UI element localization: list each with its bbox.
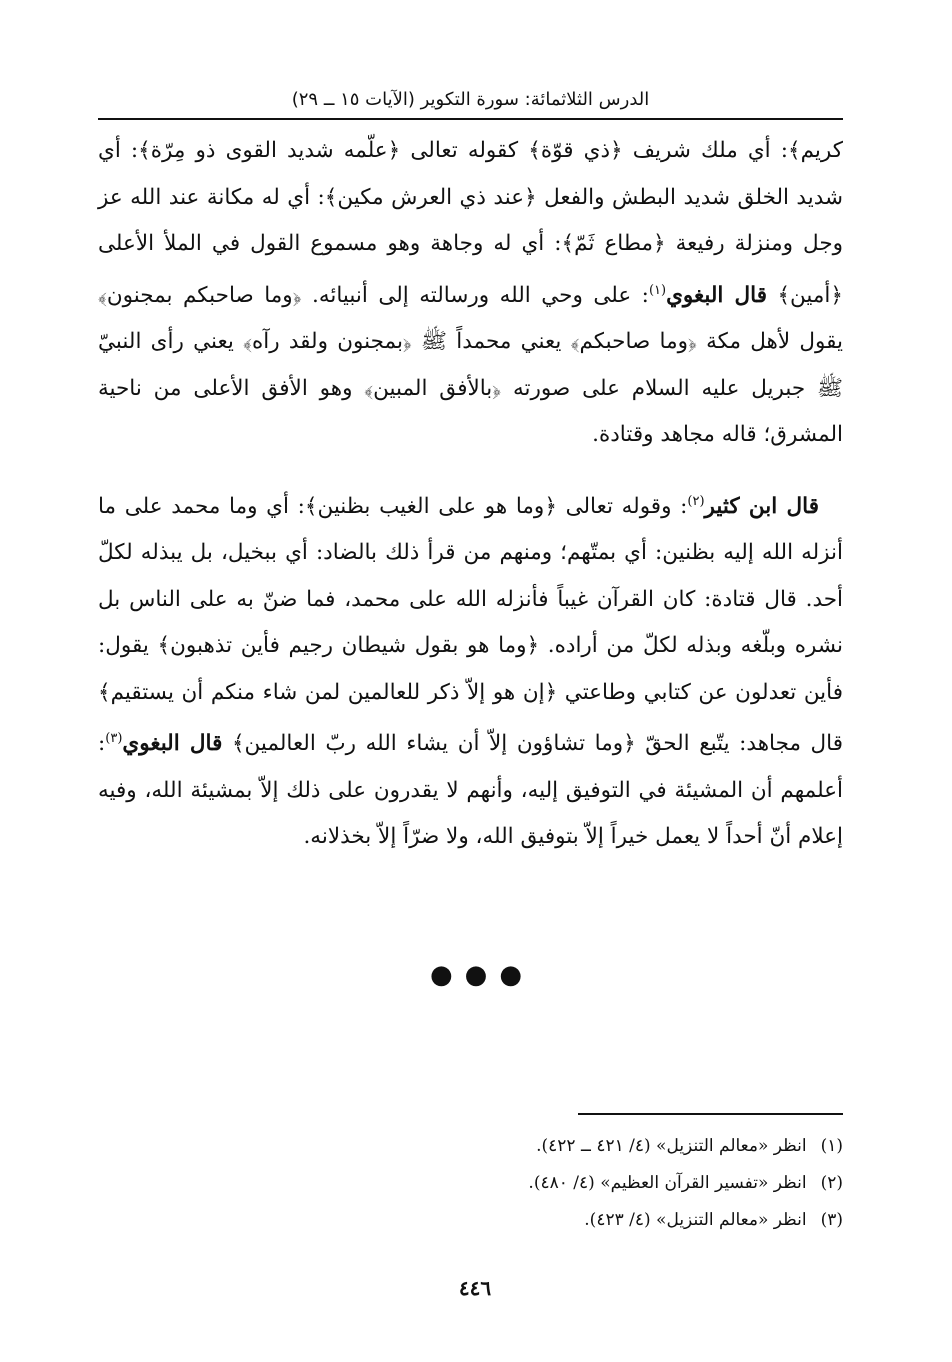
footnote-number: (١) — [820, 1136, 843, 1156]
footnote-2 — [400, 1165, 843, 1202]
paragraph-2 — [98, 479, 843, 861]
running-header: الدرس الثلاثمائة: سورة التكوير (الآيات ١٥ ــ ٢٩) — [98, 86, 843, 120]
paragraph-2-text-b: : أعلمهم أن المشيئة في التوفيق إليه، وأنهم لا يقدرون على ذلك إلاّ بمشيئة الله، وفيه إعلام أنّ أحداً لا يعمل خيراً إلاّ بتوفيق الله، ولا ضرّاً إلاّ بخذلانه. — [98, 731, 843, 850]
footnote-number: (٣) — [820, 1210, 843, 1230]
footnote-text: انظر «تفسير القرآن العظيم» (٤/ ٤٨٠). — [528, 1173, 807, 1193]
paragraph-1-text-b: : على وحي الله ورسالته إلى أنبيائه. ﴿وما صاحبكم بمجنون﴾ يقول لأهل مكة ﴿وما صاحبكم﴾ يعني محمداً ﷺ ﴿بمجنون ولقد رآه﴾ يعني رأى النبيّ ﷺ جبريل عليه السلام على صورته ﴿بالأفق المبين﴾ وهو الأفق الأعلى من ناحية المشرق؛ قاله مجاهد وقتادة. — [98, 282, 843, 448]
footnote-divider — [578, 1113, 843, 1115]
paragraph-1-text-a: كريم﴾: أي ملك شريف ﴿ذي قوّة﴾ كقوله تعالى ﴿علّمه شديد القوى ذو مِرّة﴾: أي شديد الخلق شديد البطش والفعل ﴿عند ذي العرش مكين﴾: أي له مكانة عند الله عز وجل ومنزلة رفيعة ﴿مطاع ثَمّ﴾: أي له وجاهة وهو مسموع القول في الملأ الأعلى ﴿أمين﴾ — [98, 138, 844, 308]
page-number: ٤٤٦ — [458, 1276, 492, 1300]
footnote-text: انظر «معالم التنزيل» (٤/ ٤٢١ ــ ٤٢٢). — [536, 1136, 807, 1156]
paragraph-2-text-a: : وقوله تعالى ﴿وما هو على الغيب بظنين﴾: أي وما محمد على ما أنزله الله إليه بظنين: أي بمتّهم؛ ومنهم من قرأ ذلك بالضاد: أي ببخيل، بل يبذله لكلّ أحد. قال قتادة: كان القرآن غيباً فأنزله الله على محمد، فما ضنّ به على الناس بل نشره وبلّغه وبذله لكلّ من أراده. ﴿وما هو بقول شيطان رجيم فأين تذهبون﴾ يقول: فأين تعدلون عن كتابي وطاعتي ﴿إن هو إلاّ ذكر للعالمين لمن شاء منكم أن يستقيم﴾ قال مجاهد: يتّبع الحقّ ﴿وما تشاؤون إلاّ أن يشاء الله ربّ العالمين﴾ — [98, 493, 843, 757]
page-content — [98, 86, 843, 861]
footnote-ref-2[interactable]: (٢) — [687, 493, 705, 509]
footnotes — [400, 1128, 843, 1239]
footnote-1 — [400, 1128, 843, 1165]
author-name-ibn-kathir: قال ابن كثير — [704, 493, 819, 519]
paragraph-1 — [98, 128, 843, 459]
footnote-number: (٢) — [820, 1173, 843, 1193]
footnote-3 — [400, 1202, 843, 1239]
footnote-ref-1[interactable]: (١) — [648, 282, 667, 298]
footnote-text: انظر «معالم التنزيل» (٤/ ٤٢٣). — [584, 1210, 807, 1230]
section-separator: ●●● — [430, 960, 535, 990]
author-name-baghawi-2: قال البغوي — [122, 731, 223, 757]
footnote-ref-3[interactable]: (٣) — [105, 731, 123, 747]
author-name-baghawi: قال البغوي — [666, 282, 767, 308]
